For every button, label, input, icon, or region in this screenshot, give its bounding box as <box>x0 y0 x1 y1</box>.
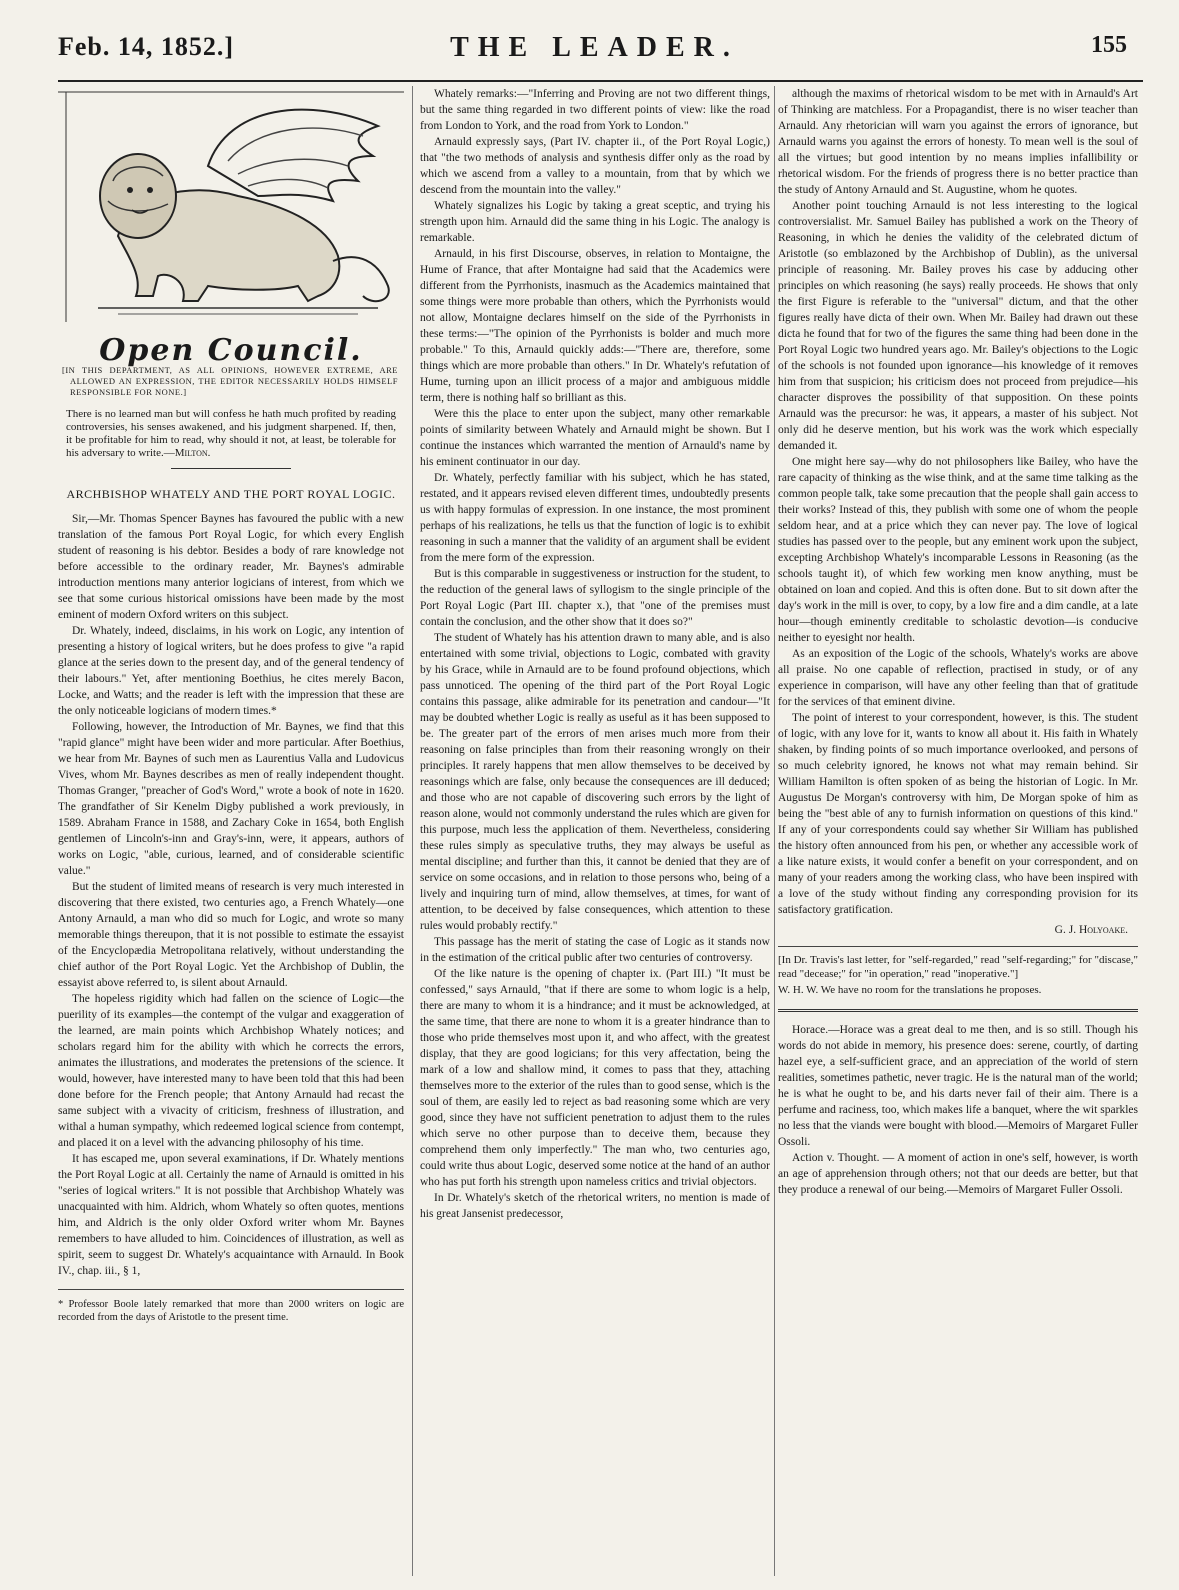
header-rule <box>58 80 1143 82</box>
article-paragraph: Dr. Whately, indeed, disclaims, in his work on Logic, any intention of presenting a history of logical writers, but he does profess to give "a rapid glance at the series down to the present day, and of the general tendency of their labours." Yet, after mentioning Boethius, he cites merely Bacon, Locke, and Watts; and the reader is left with the impression that these are the only noticeable logicians of modern times.* <box>58 625 404 717</box>
column-1 <box>58 86 404 1586</box>
motto-text: There is no learned man but will confess he hath much profited by reading controversies, his senses awakened, and his judgment sharpened. If, then, it be profitable for him to read, why should it not, at least, be tolerable for his adversary to write.— <box>66 408 396 459</box>
footnote: * Professor Boole lately remarked that more than 2000 writers on logic are recorded from the days of Aristotle to the present time. <box>58 1289 404 1324</box>
section-divider <box>171 468 291 469</box>
article-paragraph: But is this comparable in suggestiveness or instruction for the student, to the reduction of the general laws of syllogism to the single principle of the Port Royal Logic (Part III. chapter x.), that "one of the premises must contain the conclusion, and the other show that it does so?" <box>420 568 770 628</box>
masthead-title: THE LEADER. <box>450 32 739 63</box>
article-paragraph: In Dr. Whately's sketch of the rhetorical writers, no mention is made of his great Jansenist predecessor, <box>420 1192 770 1220</box>
column-divider-1 <box>412 86 413 1576</box>
article-paragraph: It has escaped me, upon several examinations, if Dr. Whately mentions the Port Royal Logic at all. Certainly the name of Arnauld is omitted in his "series of logical writers." It is not possible that Archbishop Whately was unacquainted with him. Aldrich, whom Whately so often quotes, mentions him, and Aldrich is the only older Oxford writer whom Mr. Baynes remembers to have alluded to him. Coincidences of illustration, as well as spirit, seem to suggest Dr. Whately's acquaintance with Arnauld. In Book IV., chap. iii., § 1, <box>58 1153 404 1277</box>
article-signature: G. J. Holyoake. <box>1054 924 1128 936</box>
column-divider-2 <box>774 86 775 1576</box>
article-paragraph: As an exposition of the Logic of the schools, Whately's works are above all praise. No one capable of reflection, practised in study, or of any experience in comparison, will have any other feeling than that of gratitude for the services of that eminent divine. <box>778 648 1138 708</box>
article-paragraph: Whately signalizes his Logic by taking a great sceptic, and trying his strength upon him. Arnauld did the same thing in his Logic. The analogy is remarkable. <box>420 200 770 244</box>
quote-paragraph: Action v. Thought. — A moment of action in one's self, however, is worth an age of apprehension through others; not that our deeds are better, but that they produce a renewal of our being.—Memoirs of Margaret Fuller Ossoli. <box>778 1152 1138 1196</box>
article-paragraph: although the maxims of rhetorical wisdom to be met with in Arnauld's Art of Thinking are matchless. For a Propagandist, there is no wiser teacher than Arnauld. Any rhetorician will warn you against the errors of ignorance, but Arnauld warns you against the errors of honesty. To mean well is the soul of all the virtues; but good intention by no means implies infallibility or rhetorical wisdom. For the friends of progress there is no better practice than the study of Antony Arnauld and St. Augustine, whom he quotes. <box>778 88 1138 196</box>
article-paragraph: Whately remarks:—"Inferring and Proving are not two different things, but the same thing regarded in two different points of view: like the road from London to York, and the road from York to London." <box>420 88 770 132</box>
article-paragraph: Arnauld expressly says, (Part IV. chapter ii., of the Port Royal Logic,) that "the two methods of analysis and synthesis differ only as the road by which we ascend from a valley to a mountain, from that by which we descend from the mountain into the valley." <box>420 136 770 196</box>
article-paragraph: The point of interest to your correspondent, however, is this. The student of logic, with any love for it, wants to know all about it. His faith in Whately shaken, by finding points of so much importance overlooked, and persons of so much celebrity ignored, he knows not what may remain behind. Sir William Hamilton is often spoken of as being the historian of Logic. In Mr. Augustus De Morgan's controversy with him, De Morgan spoke of him as being the "best able of any to furnish information on questions of this kind." If any of your correspondents could say whether Sir William has published the history often announced from his pen, or whether any accessible work of a like nature exists, it would confer a benefit on your correspondent, and on many of your readers among the working class, who have been inspired with a love of the study without finding any corresponding provision for its satisfactory gratification. <box>778 712 1138 916</box>
article-paragraph: This passage has the merit of stating the case of Logic as it stands now in the estimation of the critical public after two centuries of controversy. <box>420 936 770 964</box>
article-paragraph: The student of Whately has his attention drawn to many able, and is also entertained with some trivial, objections to Logic, combated with gravity by his Grace, while in Arnauld are to be found profound objections, which pass unnoticed. The opening of the third part of the Port Royal Logic contains this passage, alike admirable for its penetration and candour—"It may be doubted whether Logic is really as useful as it has been supposed to be. The greater part of the errors of men arises much more from their reasoning on false principles than from their reasoning wrongly on their principles. It rarely happens that men allow themselves to be deceived by reasonings which are false, only because the consequences are ill deduced; and those who are not capable of discovering such errors by the light of reason alone, would not commonly understand the rules which are given for this purpose, much less the application of them. Nevertheless, considering these rules simply as speculative truths, they may always be useful as mental discipline; and further than this, it cannot be denied that they are of service on some occasions, and in relation to those persons who, being of a lively and inquiring turn of mind, allow themselves, at times, for want of attention, to be deceived by false consequences, which attention to these rules would probably rectify." <box>420 632 770 932</box>
section-disclaimer: [IN THIS DEPARTMENT, AS ALL OPINIONS, HOWEVER EXTREME, ARE ALLOWED AN EXPRESSION, THE EDITOR NECESSARILY HOLDS HIMSELF RESPONSIBLE FOR NONE.] <box>62 365 398 397</box>
article-paragraph: One might here say—why do not philosophers like Bailey, who have the rare capacity of thinking as the wise think, and at the same time talking as the common people talk, take some precaution that the people shall gain access to their works? Instead of this, they publish with some one of whom the people seldom hear, and at a price which they can never pay. The love of logical studies has passed over to the people, but any eminent work upon the subject, excepting Archbishop Whately's incomparable Lessons in Reasoning (as the schools taught it), of which few working men know anything, must be obtained on loan and copied. And this is often done. But to sit down after the day's work in the mill is over, to copy, by a low fire and a dim candle, at a late hour—though eminently creditable to scholastic devotion—is conducive neither to eyesight nor health. <box>778 456 1138 644</box>
page-header <box>52 30 1137 74</box>
winged-lion-emblem-icon <box>58 86 404 326</box>
notice-divider <box>778 1009 1138 1012</box>
notice-item: W. H. W. We have no room for the translations he proposes. <box>778 984 1042 996</box>
column-2 <box>420 86 770 1586</box>
editorial-notice <box>778 946 1138 997</box>
motto-author: Milton. <box>174 447 211 459</box>
article-paragraph: Another point touching Arnauld is not less interesting to the logical controversialist. Mr. Samuel Bailey has published a work on the Theory of Reasoning, in which he denies the validity of the celebrated dictum of Aristotle (so emblazoned by the Archbishop of Dublin), as the universal principle of reasoning. Mr. Bailey proves his case by adducing other principles on which reasoning (he says) really proceeds. He shows that only the first Figure is referable to the "universal" dictum, and that the other figures really have dicta of their own. When Mr. Bailey had drawn out these dicta he found that for two of the figures the same thing had been done in the Port Royal Logic two hundred years ago. Mr. Bailey's objections to the Logic of the schools is not founded upon ignorance—his knowledge of it removes him from that suspicion; his criticism does not proceed from prejudice—his character disproves the possibility of that supposition. On these points Arnauld was the precursor: he was, it appears, a master of his subject. Not only did he deserve mention, but his work was the work which especially demanded it. <box>778 200 1138 452</box>
article-paragraph: Sir,—Mr. Thomas Spencer Baynes has favoured the public with a new translation of the famous Port Royal Logic, for which every English student of reasoning is his debtor. Besides a body of rare knowledge not before accessible to the ordinary reader, Mr. Baynes's admirable introduction mentions many anterior logicians of interest, from which we see that some curious historical omissions have been made by the most eminent of modern Oxford writers on this subject. <box>58 513 404 621</box>
article-paragraph: Of the like nature is the opening of chapter ix. (Part III.) "It must be confessed," says Arnauld, "that if there are some to whom logic is a help, there are many to whom it is a hindrance; and it must be acknowledged, at the same time, that there are none to whom it is a greater hindrance than to those who pride themselves most upon it, and who affect, with the greatest display, that they are good logicians; for this very affectation, being the mark of a low and shallow mind, it comes to pass that they, attaching themselves more to the exterior of the rules than to good sense, which is the soul of them, are easily led to reject as bad reasoning some which are very good, since they have not sufficient penetration to adjust them to the rules which serve no other purpose than to deceive them, because they comprehend them only imperfectly." The man who, two centuries ago, could write thus about Logic, deserved some notice at the hand of an author who has put forth his strength upon nameless critics and trivial objectors. <box>420 968 770 1188</box>
notice-item: [In Dr. Travis's last letter, for "self-regarded," read "self-regarding;" for "discase," read "decease;" for "in operation," read "inoperative."] <box>778 954 1138 980</box>
article-paragraph: Dr. Whately, perfectly familiar with his subject, which he has stated, restated, and it appears revised eleven different times, undoubtedly presents us with happy formulas of expression. In one instance, the most prominent perhaps of his realizations, he tells us that the function of logic is to exhibit reasoning in such a manner that the validity of an argument shall be evident from the mere form of the expression. <box>420 472 770 564</box>
column-3 <box>778 86 1138 1586</box>
quote-paragraph: Horace.—Horace was a great deal to me then, and is so still. Though his words do not abide in memory, his presence does: serene, courtly, of darting hazel eye, a self-sufficient grace, and an appreciation of the world of stern realities, sometimes pathetic, never tragic. He is the natural man of the world; he is what he ought to be, and his darts never fail of their aim. There is a perfume and raciness, too, which makes life a banquet, where the wit sparkles no less that the viands were bought with blood.—Memoirs of Margaret Fuller Ossoli. <box>778 1024 1138 1148</box>
issue-date: Feb. 14, 1852.] <box>58 32 235 61</box>
article-paragraph: The hopeless rigidity which had fallen on the science of Logic—the puerility of its examples—the contempt of the vulgar and exaggeration of the learned, are main points which Archbishop Whately notices; and scholars regard him for the ability with which he corrects the errors, animates the illustrations, and moderates the pretensions of the science. It would, however, have interested many to have been told that this had been done before for the French people; that Antony Arnauld had recast the same subject with a vivacity of criticism, freshness of illustration, and withal a human sympathy, which redeemed logical science from contempt, and placed it on a level with the advancing philosophy of his time. <box>58 993 404 1149</box>
section-title: Open Council. <box>99 333 363 368</box>
article-paragraph: Were this the place to enter upon the subject, many other remarkable points of similarity between Whately and Arnauld might be shown. But I continue the instances which warranted the mention of Arnauld's name by his eminent continuator in our day. <box>420 408 770 468</box>
page-number: 155 <box>1091 32 1127 58</box>
section-motto <box>66 408 396 460</box>
article-title: ARCHBISHOP WHATELY AND THE PORT ROYAL LOGIC. <box>66 487 396 501</box>
article-paragraph: Arnauld, in his first Discourse, observes, in relation to Montaigne, the Hume of France, that after Montaigne had said that the Academics were different from the Pyrrhonists, inasmuch as the Academics maintained that some things were more probable than others, which the Pyrrhonists would not allow, Montaigne declares himself on the side of the Pyrrhonists in these terms:—"The opinion of the Pyrrhonists is bolder and much more probable." To this, Arnauld quickly adds:—"There are, therefore, some things which are more probable than others." In Dr. Whately's refutation of Hume, turning upon an illicit process of a major and ambiguous middle term, there is nothing half so brilliant as this. <box>420 248 770 404</box>
article-paragraph: Following, however, the Introduction of Mr. Baynes, we find that this "rapid glance" might have been wider and more particular. After Boethius, we hear from Mr. Baynes of such men as Laurentius Valla and Ludovicus Vives, whom Mr. Baynes describes as men of really independent thought. Thomas Granger, "preacher of God's Word," wrote a book of note in 1620. The grandfather of Sir Kenelm Digby published a work previously, in 1589. Abraham France in 1588, and Zachary Coke in 1654, both English gentlemen of Lincoln's-inn and Gray's-inn, were, it appears, authors of works on Logic, "able, curious, learned, and of considerable scientific value." <box>58 721 404 877</box>
article-paragraph: But the student of limited means of research is very much interested in discovering that there existed, two centuries ago, a French Whately—one Antony Arnauld, a man who did so much for Logic, and wrote so many memorable things thereupon, that it is not possible to estimate the essayist of the Encyclopædia Metropolitana relatively, without understanding the chief author of the Port Royal Logic. Yet the Archbishop of Dublin, the essayist above referred to, is silent about Arnauld. <box>58 881 404 989</box>
